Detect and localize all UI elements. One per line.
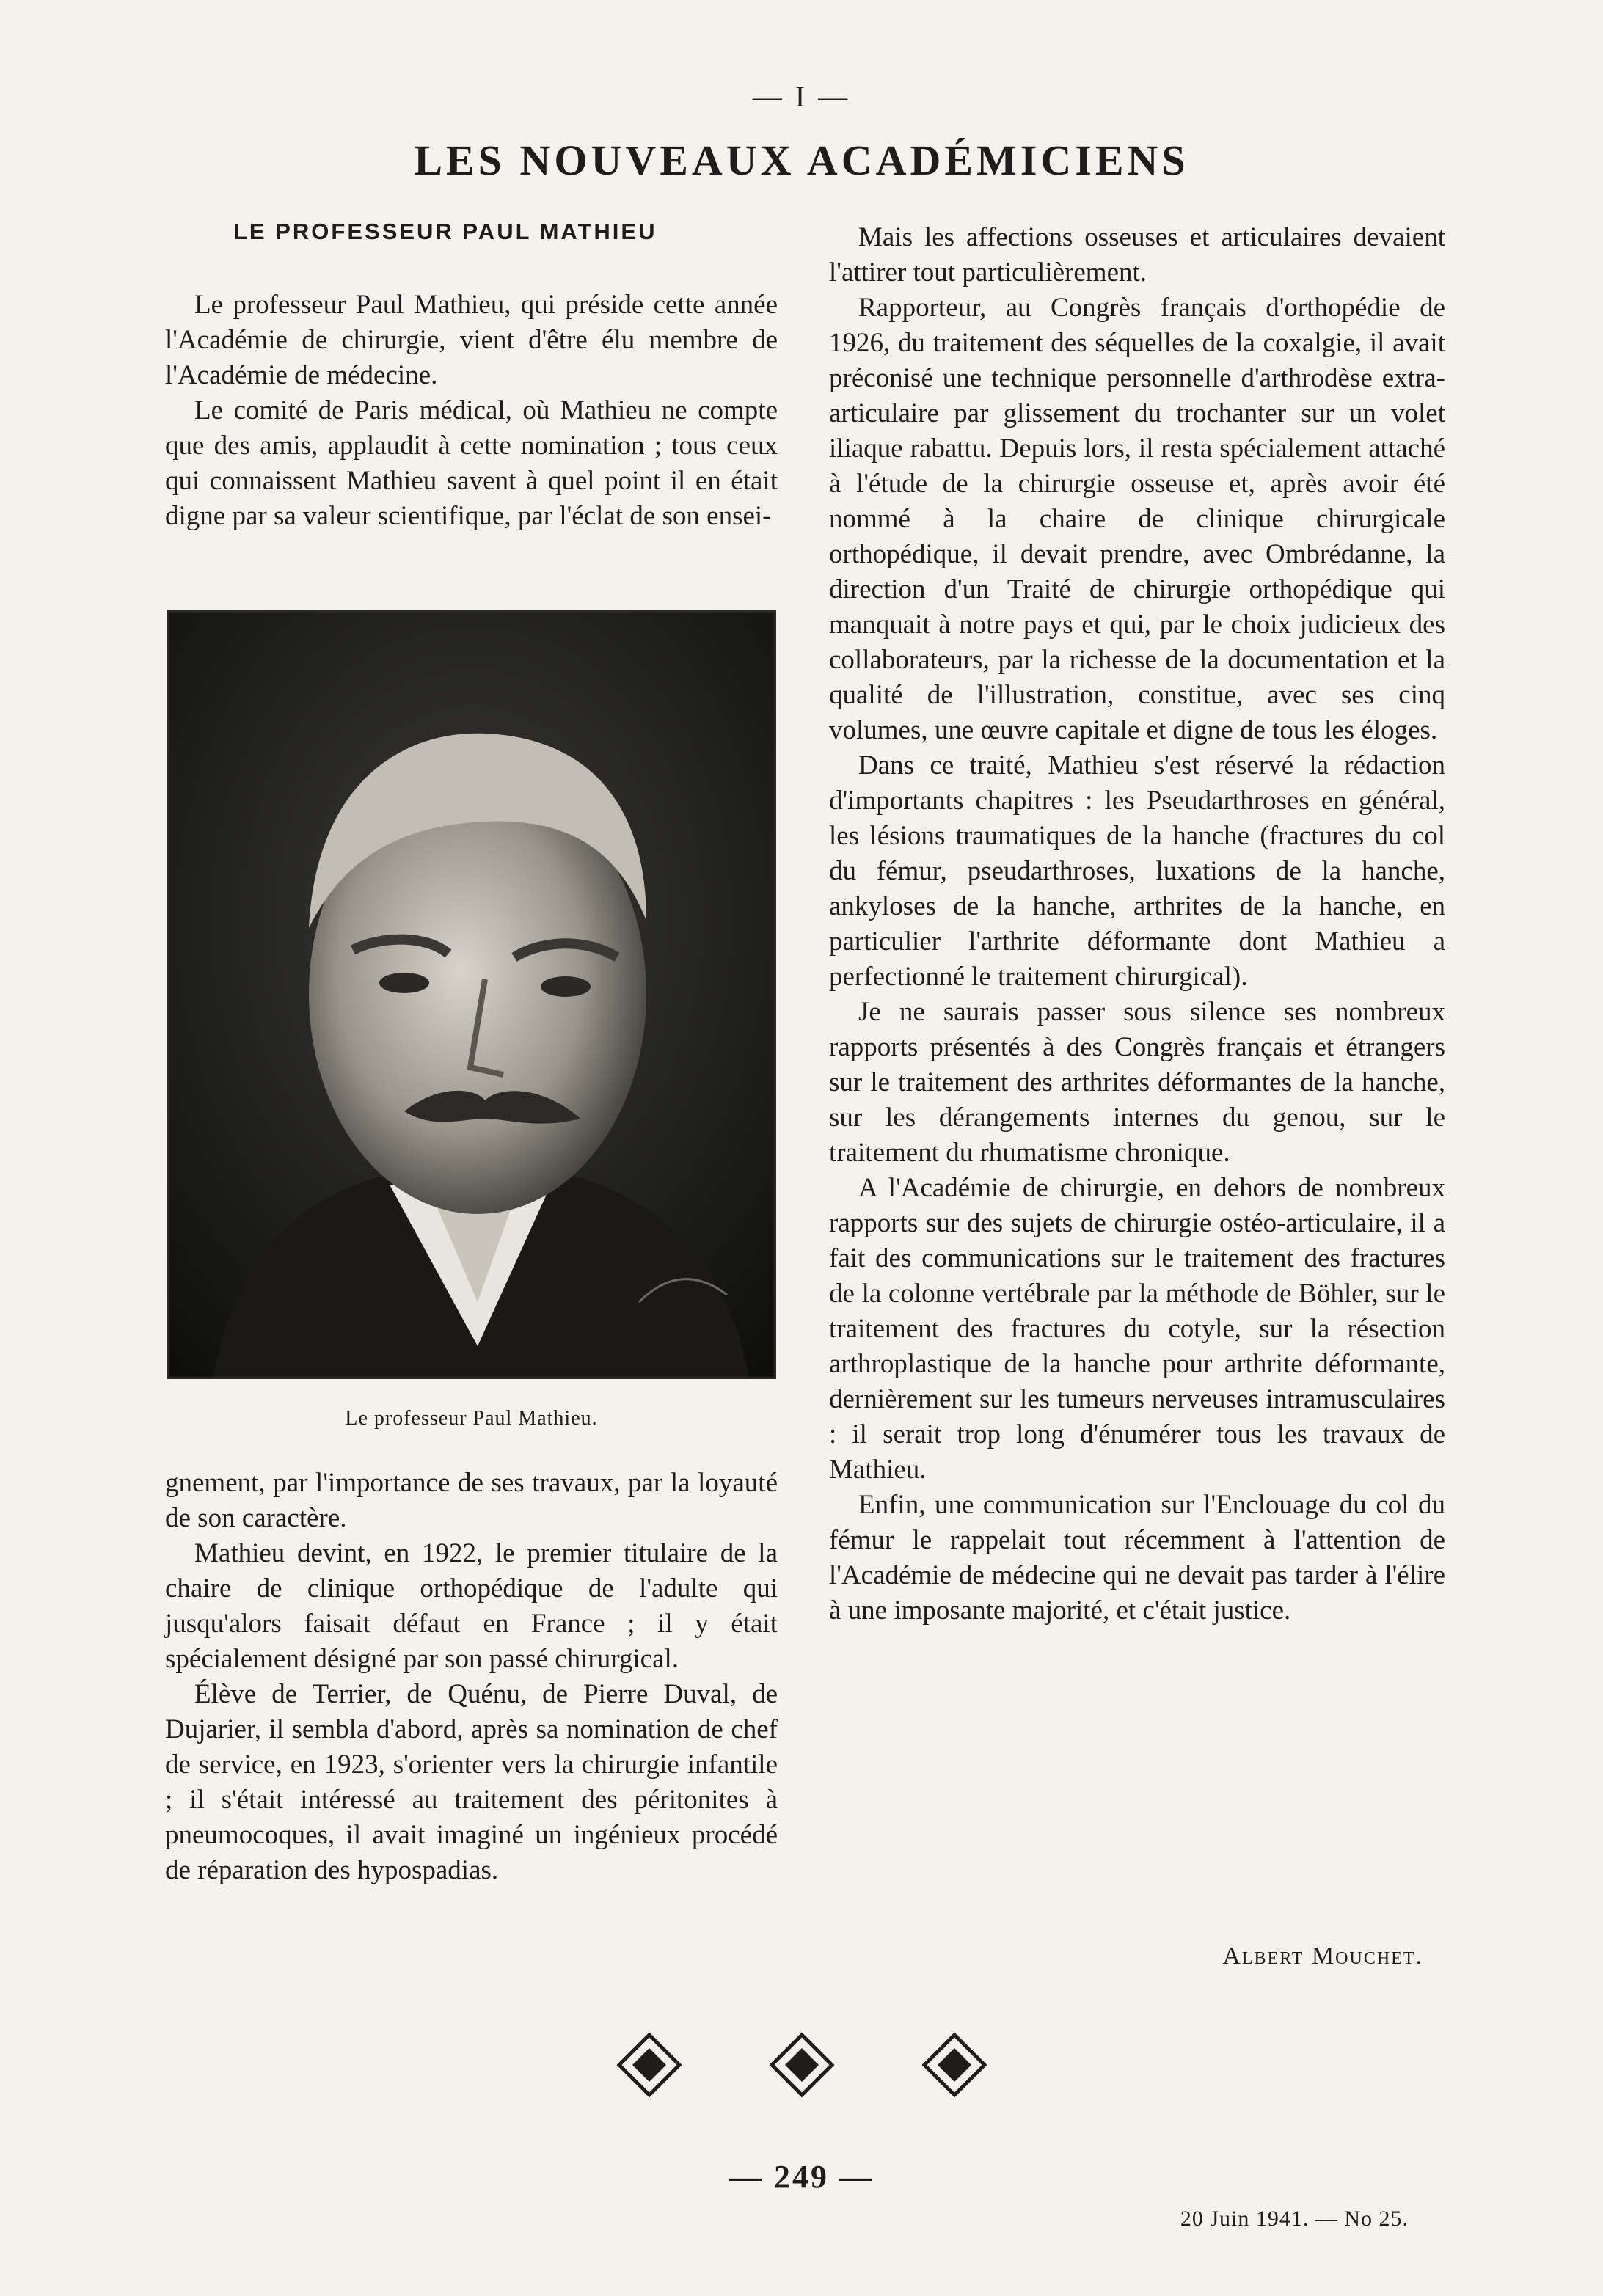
paragraph: Mais les affections osseuses et articulaires devaient l'attirer tout particulièrement. [829,222,1445,288]
paragraph: Enfin, une communication sur l'Enclouage du col du fémur le rappelait tout récemment à l'attention de l'Académie de médecine qui ne devait pas tarder à l'élire à une imposante majorité, et c'était justice. [829,1490,1445,1626]
issue-date: 20 Juin 1941. — No 25. [1180,2207,1409,2231]
page-headline: LES NOUVEAUX ACADÉMICIENS [414,136,1189,184]
photo-caption: Le professeur Paul Mathieu. [345,1407,598,1430]
diamond-ornament-icon [921,2032,987,2098]
paragraph: Le comité de Paris médical, où Mathieu ne compte que des amis, applaudit à cette nomination ; tous ceux qui connaissent Mathieu savent à quel point il en était digne par sa valeur scientifique, par l'éclat de son ensei- [165,395,778,531]
left-column-top [165,288,778,534]
paragraph: A l'Académie de chirurgie, en dehors de nombreux rapports sur des sujets de chirurgie ostéo-articulaire, il a fait des communications sur le traitement des fractures de la colonne vertébrale par la méthode de Böhler, sur le traitement des fractures du cotyle, sur la résection arthroplastique de la hanche pour arthrite déformante, dernièrement sur les tumeurs nerveuses intramusculaires : il serait trop long d'énumérer tous les travaux de Mathieu. [829,1173,1445,1485]
article-title: LE PROFESSEUR PAUL MATHIEU [233,219,657,244]
paragraph: Dans ce traité, Mathieu s'est réservé la rédaction d'importants chapitres : les Pseudarthroses en général, les lésions traumatiques de la hanche (fractures du col du fémur, pseudarthroses, luxations de la hanche, ankyloses de la hanche, arthrites de la hanche, en particulier l'arthrite déformante dont Mathieu a perfectionné le traitement chirurgical). [829,750,1445,992]
paragraph: Rapporteur, au Congrès français d'orthopédie de 1926, du traitement des séquelles de la coxalgie, il avait préconisé une technique personnelle d'arthrodèse extra-articulaire par glissement du trochanter sur un volet iliaque rabattu. Depuis lors, il resta spécialement attaché à l'étude de la chirurgie osseuse et, après avoir été nommé à la chaire de clinique chirurgicale orthopédique, il devait prendre, avec Ombrédanne, la direction d'un Traité de chirurgie orthopédique qui manquait à notre pays et qui, par le choix judicieux des collaborateurs, par la richesse de la documentation et la qualité de l'illustration, constitue, avec ses cinq volumes, une œuvre capitale et digne de tous les éloges. [829,293,1445,745]
author-signature: Albert Mouchet. [1222,1942,1423,1970]
portrait-photo [167,610,776,1379]
page-number: — 249 — [729,2159,874,2195]
paragraph: gnement, par l'importance de ses travaux, par la loyauté de son caractère. [165,1468,778,1533]
diamond-ornament-icon [769,2032,835,2098]
paragraph: Je ne saurais passer sous silence ses nombreux rapports présentés à des Congrès français et étrangers sur le traitement des arthrites déformantes de la hanche, sur les dérangements internes du genou, sur le traitement du rhumatisme chronique. [829,997,1445,1168]
paragraph: Élève de Terrier, de Quénu, de Pierre Duval, de Dujarier, il sembla d'abord, après sa nomination de chef de service, en 1923, s'orienter vers la chirurgie infantile ; il s'était intéressé au traitement des péritonites à pneumocoques, il avait imaginé un ingénieux procédé de réparation des hypospadias. [165,1679,778,1885]
portrait-illustration [169,613,774,1377]
ornament-row [0,2032,1603,2098]
top-page-marker: — I — [752,80,851,113]
paragraph: Le professeur Paul Mathieu, qui préside cette année l'Académie de chirurgie, vient d'être élu membre de l'Académie de médecine. [165,290,778,390]
left-column-bottom [165,1466,778,1888]
right-column [829,220,1445,1628]
diamond-ornament-icon [616,2032,682,2098]
paragraph: Mathieu devint, en 1922, le premier titulaire de la chaire de clinique orthopédique de l'adulte qui jusqu'alors faisait défaut en France ; il y était spécialement désigné par son passé chirurgical. [165,1538,778,1674]
